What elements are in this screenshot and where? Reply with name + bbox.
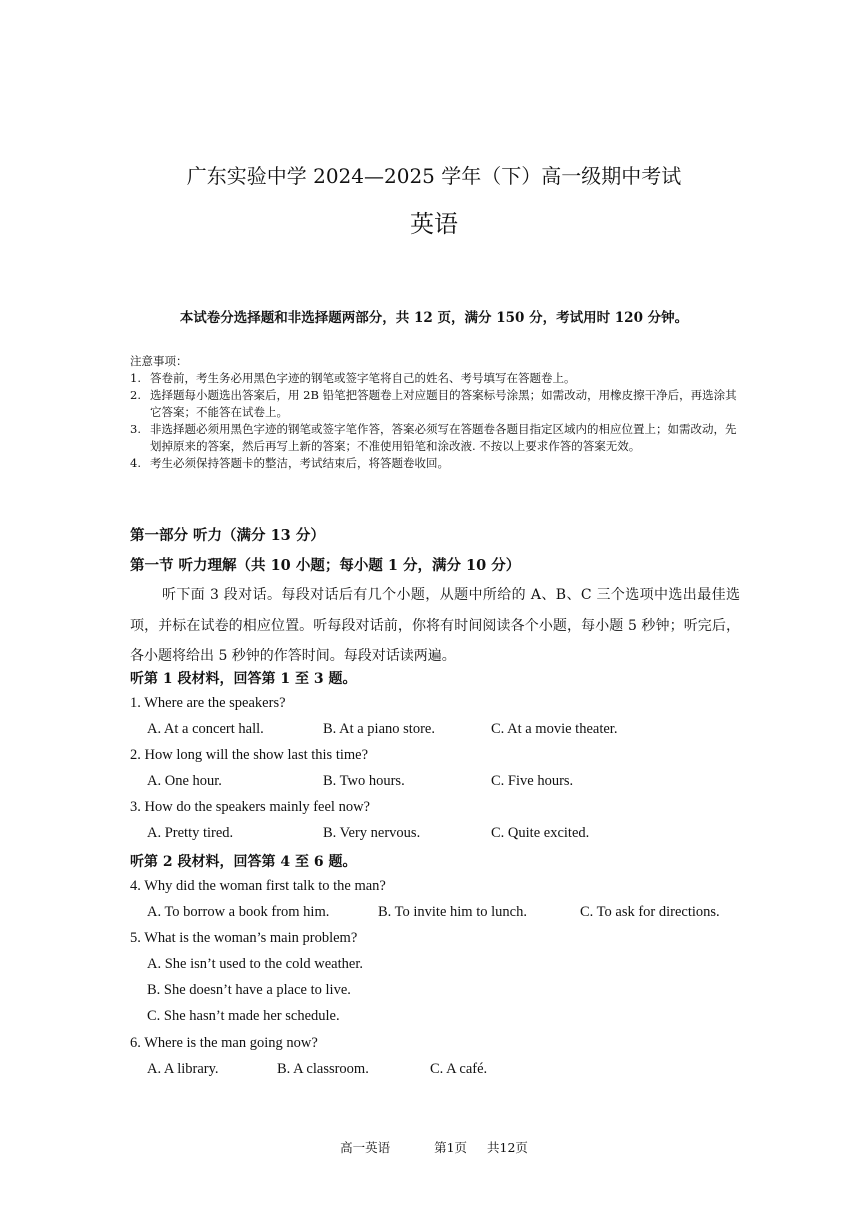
notice-item-number: 3. <box>130 422 141 436</box>
question-1-option-c: C. At a movie theater. <box>491 721 618 737</box>
listening-instructions: 听下面 3 段对话。每段对话后有几个小题，从题中所给的 A、B、C 三个选项中选出最佳选项，并标在试卷的相应位置。听每段对话前，你将有时间阅读各个小题，每小题 5 秒钟；听完后，各小题将给出 5 秒钟的作答时间。每段对话读两遍。 <box>130 587 740 664</box>
notice-heading: 注意事项： <box>130 354 188 368</box>
question-3-option-c: C. Quite excited. <box>491 825 590 841</box>
question-2-option-c: C. Five hours. <box>491 773 574 789</box>
question-2-stem: 2. How long will the show last this time? <box>130 747 369 763</box>
notice-item-number: 4. <box>130 456 141 470</box>
exam-summary: 本试卷分选择题和非选择题两部分，共 12 页，满分 150 分，考试用时 120 分钟。 <box>179 310 689 326</box>
question-6-option-c: C. A café. <box>430 1061 488 1077</box>
question-2-option-a: A. One hour. <box>147 773 222 789</box>
question-1-option-a: A. At a concert hall. <box>147 721 264 737</box>
question-1-option-b: B. At a piano store. <box>323 721 435 737</box>
question-5-option-a: A. She isn’t used to the cold weather. <box>147 956 363 972</box>
page-footer <box>0 1138 868 1156</box>
question-3-option-a: A. Pretty tired. <box>147 825 234 841</box>
footer-page-number: 第1页 <box>434 1140 468 1155</box>
notice-item <box>130 421 740 455</box>
notice-item <box>130 387 740 421</box>
material-1-heading: 听第 1 段材料，回答第 1 至 3 题。 <box>130 671 357 687</box>
question-6-stem: 6. Where is the man going now? <box>130 1035 318 1051</box>
question-6-option-a: A. A library. <box>147 1061 219 1077</box>
question-1-stem: 1. Where are the speakers? <box>130 695 286 711</box>
notice-item <box>130 455 740 472</box>
footer-subject: 高一英语 <box>340 1140 391 1155</box>
notice-item-number: 2. <box>130 388 141 402</box>
question-3-stem: 3. How do the speakers mainly feel now? <box>130 799 370 815</box>
notice-item <box>130 370 740 387</box>
question-5-option-b: B. She doesn’t have a place to live. <box>147 982 351 998</box>
notice-item-text: 非选择题必须用黑色字迹的钢笔或签字笔作答，答案必须写在答题卷各题目指定区域内的相应位置上；如需改动，先划掉原来的答案，然后再写上新的答案；不准使用铅笔和涂改液. 不按以上要求作答的答案无效。 <box>150 422 737 453</box>
question-4-option-b: B. To invite him to lunch. <box>378 904 527 920</box>
part1-title: 第一部分 听力（满分 13 分） <box>130 527 325 544</box>
subject-title: 英语 <box>410 210 458 238</box>
notice-block <box>130 353 740 472</box>
notice-item-text: 答卷前，考生务必用黑色字迹的钢笔或签字笔将自己的姓名、考号填写在答题卷上。 <box>150 371 576 385</box>
section1-title: 第一节 听力理解（共 10 小题；每小题 1 分，满分 10 分） <box>130 557 521 574</box>
footer-total-pages: 共12页 <box>487 1140 528 1155</box>
question-6-option-b: B. A classroom. <box>277 1061 369 1077</box>
question-4-stem: 4. Why did the woman first talk to the man? <box>130 878 386 894</box>
exam-title: 广东实验中学 2024—2025 学年（下）高一级期中考试 <box>186 164 682 188</box>
notice-item-text: 考生必须保持答题卡的整洁，考试结束后，将答题卷收回。 <box>150 456 449 470</box>
question-2-option-b: B. Two hours. <box>323 773 405 789</box>
notice-item-number: 1. <box>130 371 141 385</box>
question-3-option-b: B. Very nervous. <box>323 825 421 841</box>
material-2-heading: 听第 2 段材料，回答第 4 至 6 题。 <box>130 854 357 870</box>
question-5-option-c: C. She hasn’t made her schedule. <box>147 1008 340 1024</box>
question-4-option-c: C. To ask for directions. <box>580 904 720 920</box>
question-4-option-a: A. To borrow a book from him. <box>147 904 330 920</box>
question-5-stem: 5. What is the woman’s main problem? <box>130 930 358 946</box>
notice-item-text: 选择题每小题选出答案后，用 2B 铅笔把答题卷上对应题目的答案标号涂黑；如需改动，用橡皮擦干净后，再选涂其它答案；不能答在试卷上。 <box>150 388 737 419</box>
